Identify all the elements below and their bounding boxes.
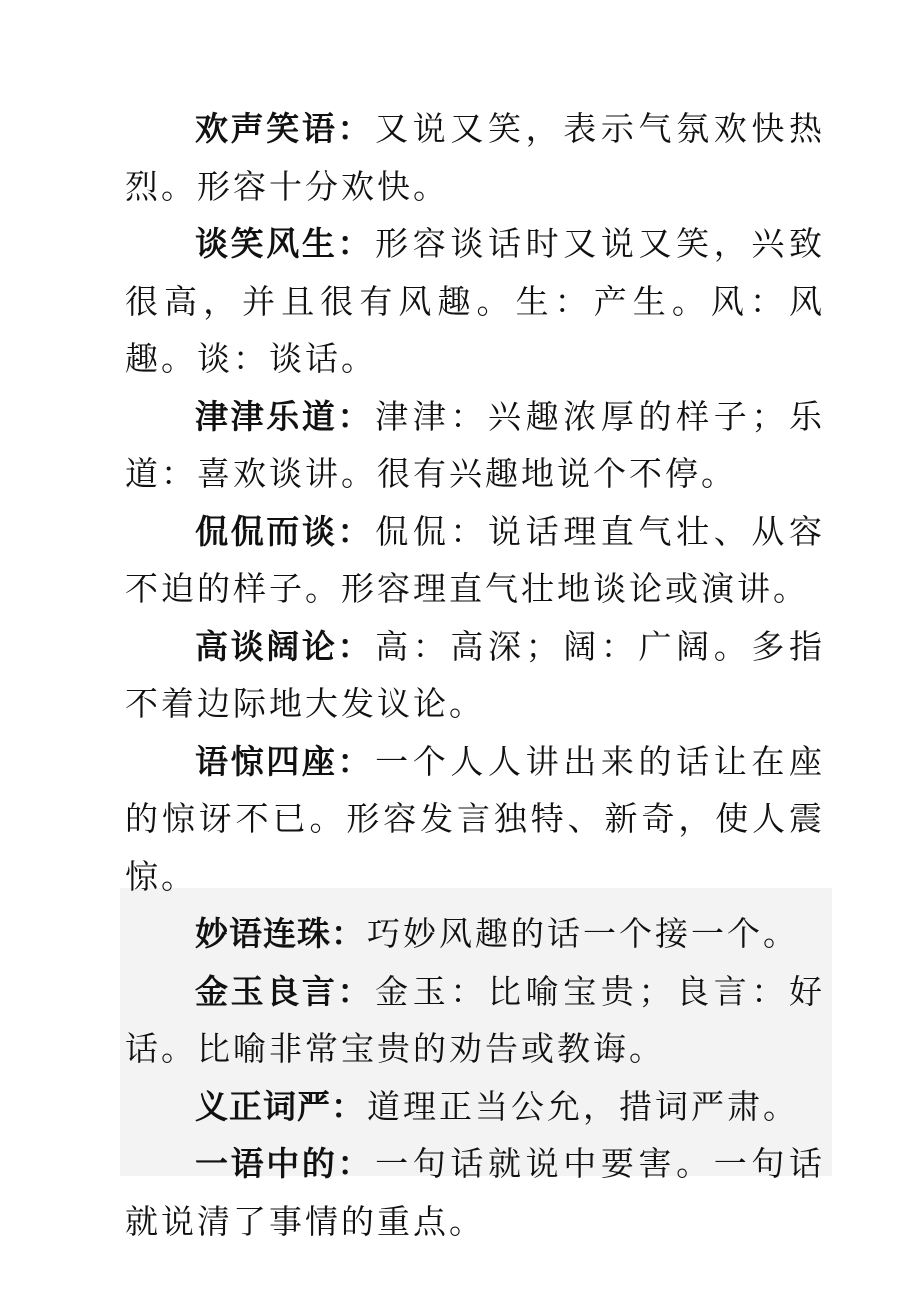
idiom-definition: 一句话就说中要害。一句话就说清了事情的重点。 (125, 1144, 825, 1241)
idiom-definition: 巧妙风趣的话一个接一个。 (367, 914, 799, 953)
idiom-entry (125, 618, 825, 733)
idiom-definition: 又说又笑，表示气氛欢快热烈。形容十分欢快。 (125, 109, 825, 206)
idiom-separator: ： (337, 626, 376, 666)
idiom-definition: 金玉：比喻宝贵；良言：好话。比喻非常宝贵的劝告或教诲。 (125, 971, 825, 1068)
idiom-list (125, 100, 825, 1250)
idiom-separator: ： (337, 741, 376, 781)
idiom-definition: 一个人人讲出来的话让在座的惊讶不已。形容发言独特、新奇，使人震惊。 (125, 741, 825, 896)
idiom-term: 欢声笑语 (195, 109, 338, 148)
idiom-entry (125, 100, 825, 215)
idiom-separator: ： (331, 914, 367, 953)
idiom-separator: ： (337, 109, 376, 148)
idiom-term: 妙语连珠 (195, 914, 331, 953)
idiom-entry (125, 1135, 825, 1250)
idiom-term: 谈笑风生 (195, 224, 338, 263)
idiom-separator: ： (337, 1144, 376, 1183)
idiom-term: 津津乐道 (195, 396, 338, 436)
idiom-separator: ： (337, 511, 376, 551)
idiom-entry (125, 963, 825, 1078)
idiom-term: 语惊四座 (195, 741, 338, 781)
idiom-definition: 形容谈话时又说又笑，兴致很高，并且很有风趣。生：产生。风：风趣。谈：谈话。 (125, 224, 825, 378)
idiom-definition: 高：高深；阔：广阔。多指不着边际地大发议论。 (125, 626, 825, 723)
idiom-entry (125, 733, 825, 906)
idiom-term: 侃侃而谈 (195, 511, 338, 551)
idiom-separator: ： (337, 224, 376, 263)
idiom-entry (125, 388, 825, 503)
idiom-term: 义正词严 (195, 1086, 331, 1126)
idiom-entry (125, 1078, 825, 1136)
idiom-entry (125, 215, 825, 388)
idiom-definition: 津津：兴趣浓厚的样子；乐道：喜欢谈讲。很有兴趣地说个不停。 (125, 396, 825, 493)
idiom-entry (125, 503, 825, 618)
idiom-definition: 侃侃：说话理直气壮、从容不迫的样子。形容理直气壮地谈论或演讲。 (125, 511, 825, 608)
idiom-separator: ： (331, 1086, 367, 1126)
idiom-term: 金玉良言 (195, 971, 338, 1011)
idiom-separator: ： (337, 971, 376, 1011)
idiom-definition: 道理正当公允，措词严肃。 (367, 1086, 799, 1126)
idiom-separator: ： (337, 396, 376, 436)
idiom-term: 高谈阔论 (195, 626, 338, 666)
idiom-term: 一语中的 (195, 1144, 338, 1183)
idiom-entry (125, 905, 825, 963)
